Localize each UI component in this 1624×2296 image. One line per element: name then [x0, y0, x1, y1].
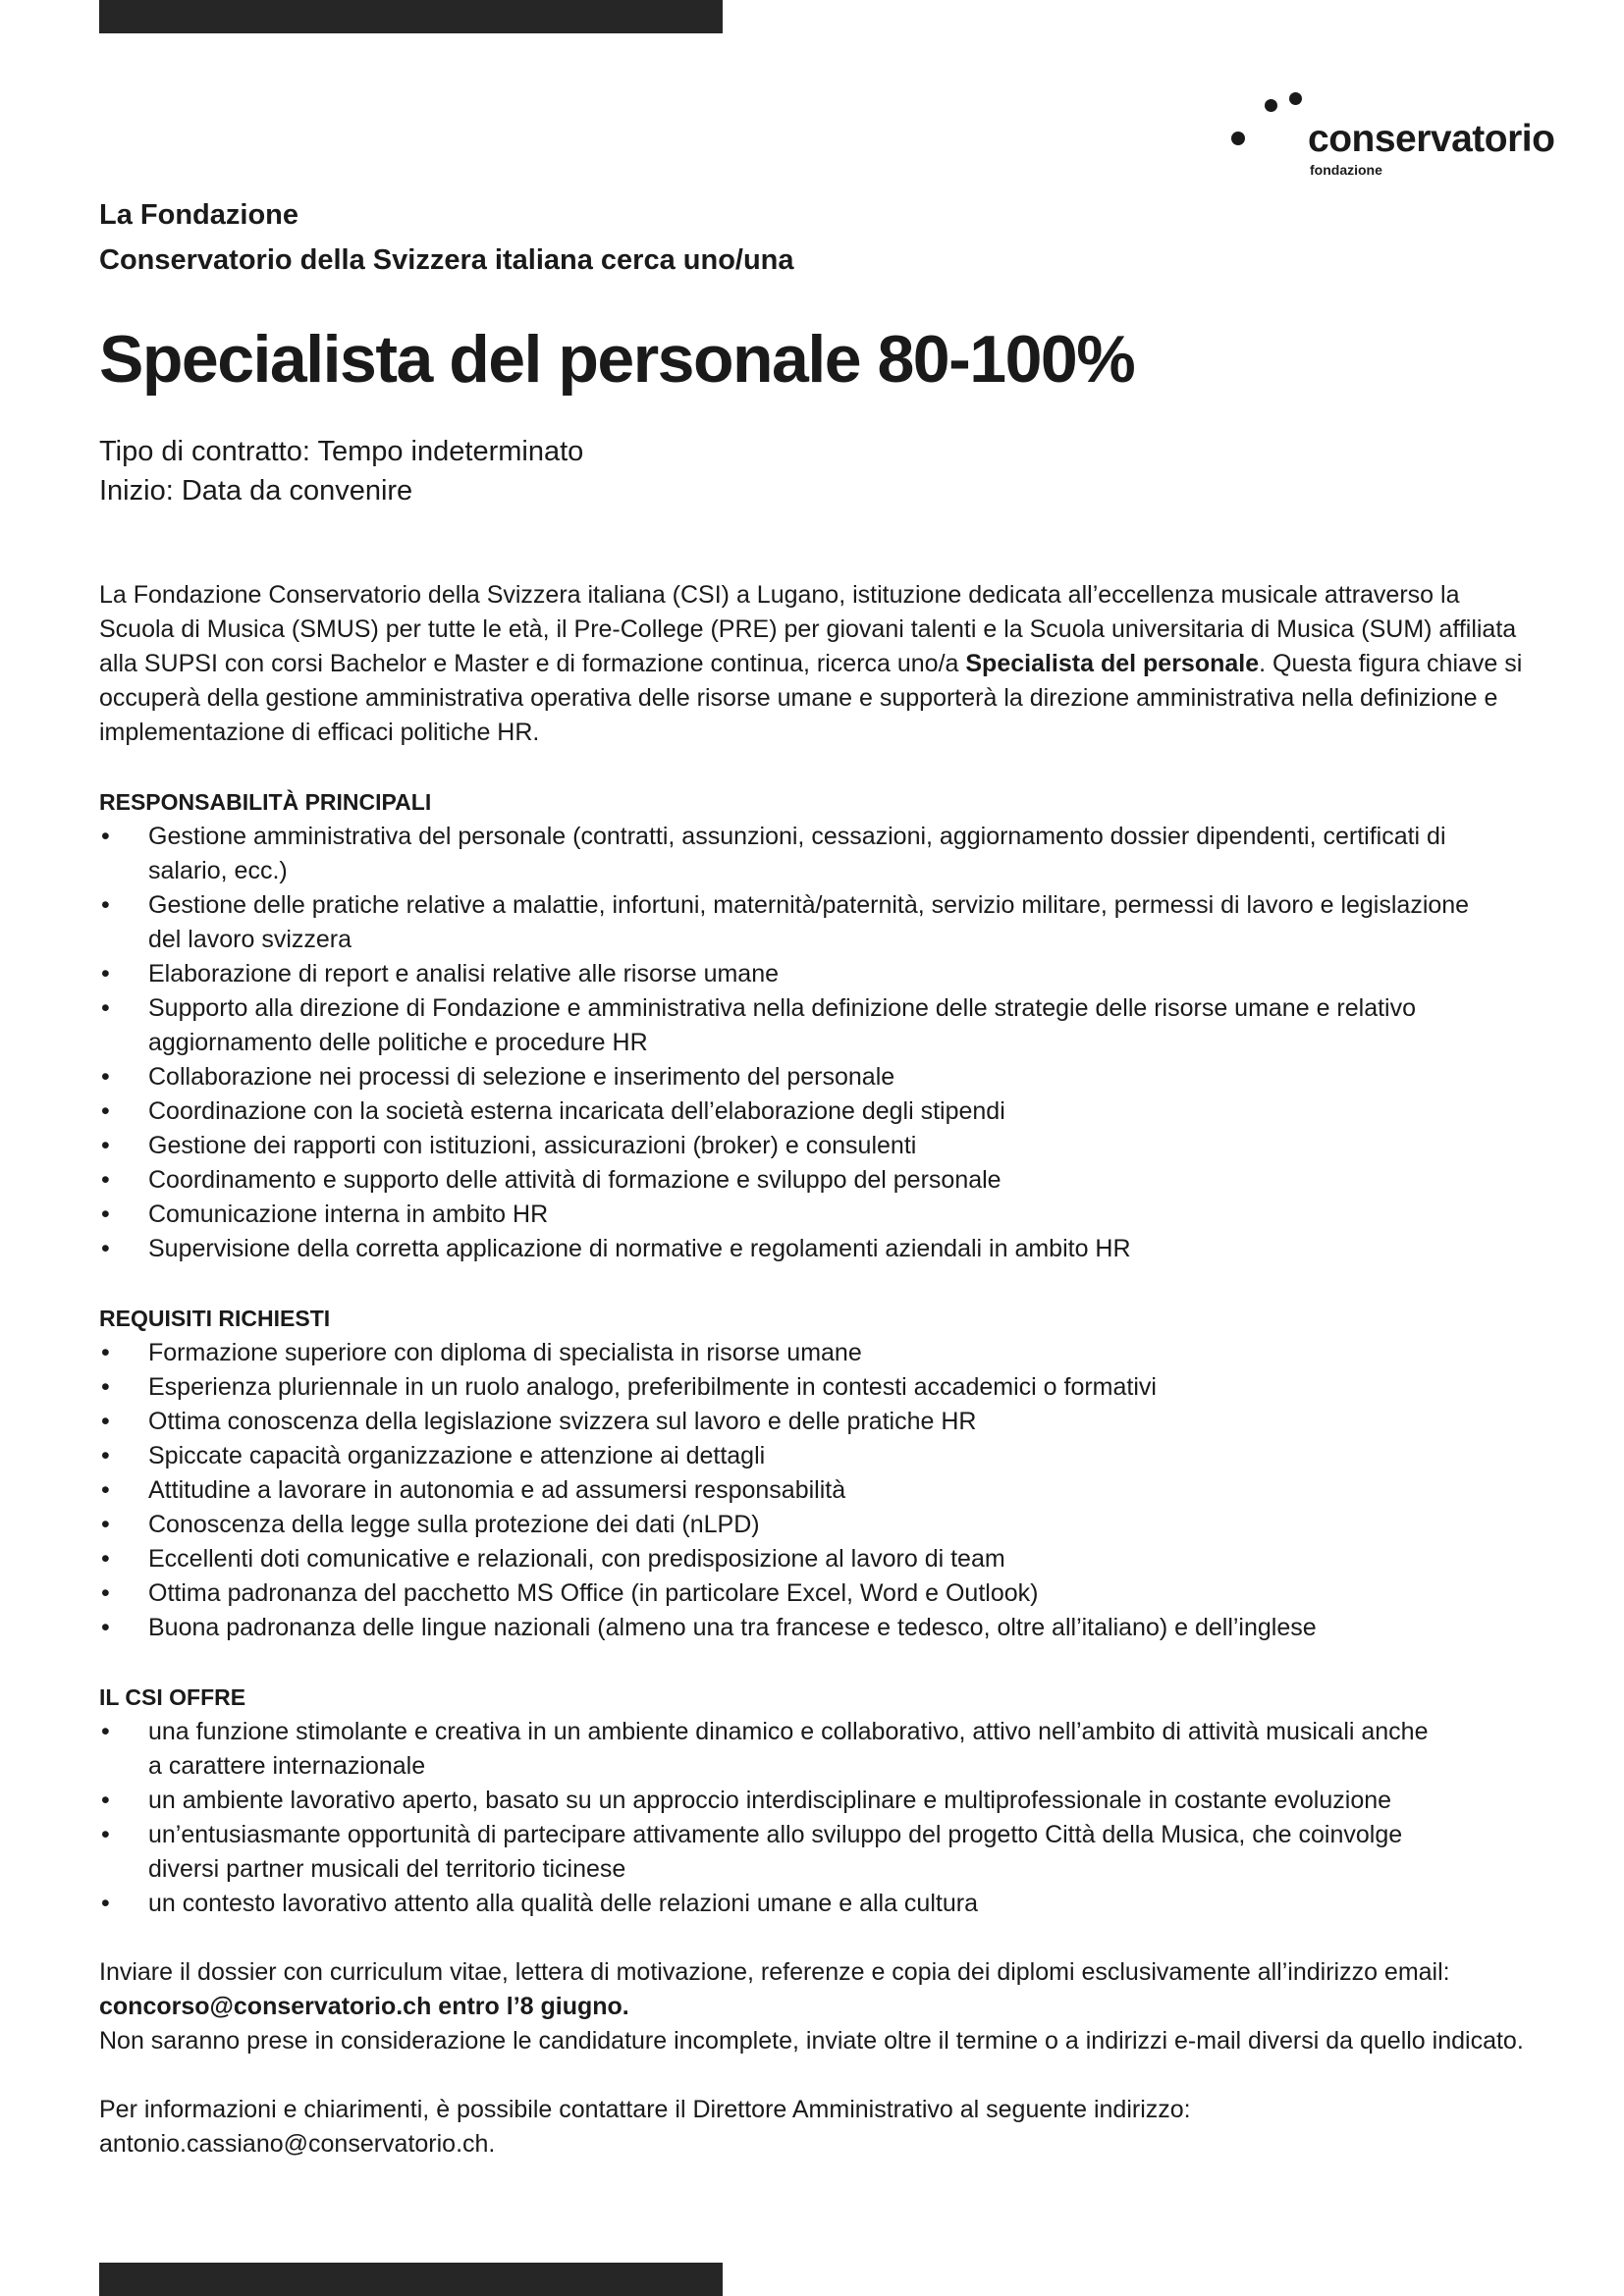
list-item-text: Elaborazione di report e analisi relative alle risorse umane	[148, 960, 780, 988]
bullet-icon: •	[101, 1166, 110, 1194]
bullet-icon: •	[101, 1339, 110, 1366]
bullet-icon: •	[101, 1614, 110, 1641]
info-line: Per informazioni e chiarimenti, è possibile contattare il Direttore Amministrativo al seguente indirizzo:	[99, 2096, 1191, 2123]
bullet-icon: •	[101, 823, 110, 850]
list-item-text: Eccellenti doti comunicative e relazionali, con predisposizione al lavoro di team	[148, 1545, 1005, 1573]
description-line: occuperà della gestione amministrativa operativa delle risorse umane e supporterà la direzione amministrativa nella definizione e	[99, 684, 1498, 712]
list-item	[99, 991, 1533, 1060]
list-item-text: Supporto alla direzione di Fondazione e amministrativa nella definizione delle strategie delle risorse umane e relativo	[148, 994, 1417, 1022]
list-item	[99, 1232, 1533, 1266]
list-item-text: Gestione amministrativa del personale (contratti, assunzioni, cessazioni, aggiornamento dossier dipendenti, certificati di	[148, 823, 1446, 850]
bullet-icon: •	[101, 891, 110, 919]
job-meta	[99, 432, 1533, 510]
logo-dot-icon	[1231, 132, 1245, 145]
list-item	[99, 957, 1533, 991]
bullet-icon: •	[101, 1545, 110, 1573]
list-item-text: Attitudine a lavorare in autonomia e ad assumersi responsabilità	[148, 1476, 846, 1504]
list-item	[99, 1887, 1533, 1921]
responsibilities-section	[99, 784, 1533, 1266]
bullet-icon: •	[101, 1373, 110, 1401]
description-line: alla SUPSI con corsi Bachelor e Master e di formazione continua, ricerca uno/a Specialista del personale. Questa figura chiave si	[99, 650, 1523, 677]
bullet-icon: •	[101, 1235, 110, 1262]
logo-dot-icon	[1289, 92, 1302, 105]
list-item-text: salario, ecc.)	[148, 857, 288, 884]
bullet-icon: •	[101, 1476, 110, 1504]
logo-subtitle: fondazione	[1310, 162, 1382, 178]
list-item-text: Ottima padronanza del pacchetto MS Office (in particolare Excel, Word e Outlook)	[148, 1579, 1039, 1607]
list-item	[99, 1370, 1533, 1405]
bullet-icon: •	[101, 1097, 110, 1125]
list-item-text: aggiornamento delle politiche e procedure HR	[148, 1029, 648, 1056]
description-line: implementazione di efficaci politiche HR.	[99, 719, 540, 746]
contract-type: Tipo di contratto: Tempo indeterminato	[99, 436, 584, 467]
list-item-text: Conoscenza della legge sulla protezione dei dati (nLPD)	[148, 1511, 760, 1538]
list-item	[99, 1060, 1533, 1095]
list-item-text: del lavoro svizzera	[148, 926, 352, 953]
job-title-inline: Specialista del personale	[965, 650, 1260, 677]
list-item	[99, 1576, 1533, 1611]
list-item	[99, 1784, 1533, 1818]
job-description	[99, 578, 1533, 750]
job-title: Specialista del personale 80-100%	[99, 322, 1135, 397]
bullet-icon: •	[101, 1408, 110, 1435]
bullet-icon: •	[101, 1718, 110, 1745]
bullet-icon: •	[101, 1821, 110, 1848]
list-item-text: Buona padronanza delle lingue nazionali (almeno una tra francese e tedesco, oltre all’italiano) e dell’inglese	[148, 1614, 1317, 1641]
offer-section	[99, 1680, 1533, 1921]
list-item-text: a carattere internazionale	[148, 1752, 426, 1780]
list-item-text: Formazione superiore con diploma di specialista in risorse umane	[148, 1339, 862, 1366]
logo-dot-icon	[1265, 99, 1277, 112]
bullet-icon: •	[101, 1063, 110, 1091]
application-email-deadline[interactable]: concorso@conservatorio.ch entro l’8 giugno.	[99, 1993, 629, 2020]
list-item	[99, 1198, 1533, 1232]
list-item-text: Coordinamento e supporto delle attività di formazione e sviluppo del personale	[148, 1166, 1001, 1194]
list-item	[99, 888, 1533, 957]
requirements-heading: REQUISITI RICHIESTI	[99, 1306, 331, 1331]
list-item	[99, 1405, 1533, 1439]
offer-list	[99, 1715, 1533, 1921]
start-date: Inizio: Data da convenire	[99, 475, 413, 507]
top-decorative-bar	[99, 0, 723, 33]
bullet-icon: •	[101, 1890, 110, 1917]
contact-info	[99, 2093, 1533, 2162]
list-item	[99, 1611, 1533, 1645]
bullet-icon: •	[101, 1787, 110, 1814]
requirements-list	[99, 1336, 1533, 1645]
header-line-1: La Fondazione	[99, 199, 298, 231]
list-item-text: Comunicazione interna in ambito HR	[148, 1201, 549, 1228]
bullet-icon: •	[101, 1442, 110, 1469]
list-item	[99, 1818, 1533, 1887]
requirements-section	[99, 1301, 1533, 1645]
document-body	[99, 192, 1533, 2162]
list-item-text: Gestione dei rapporti con istituzioni, assicurazioni (broker) e consulenti	[148, 1132, 917, 1159]
responsibilities-heading: RESPONSABILITÀ PRINCIPALI	[99, 789, 432, 815]
list-item	[99, 1508, 1533, 1542]
list-item-text: un contesto lavorativo attento alla qualità delle relazioni umane e alla cultura	[148, 1890, 978, 1917]
list-item	[99, 820, 1533, 888]
description-line: La Fondazione Conservatorio della Svizzera italiana (CSI) a Lugano, istituzione dedicata all’eccellenza musicale attraverso la	[99, 581, 1460, 609]
list-item-text: diversi partner musicali del territorio ticinese	[148, 1855, 626, 1883]
bullet-icon: •	[101, 960, 110, 988]
list-item	[99, 1129, 1533, 1163]
list-item-text: Gestione delle pratiche relative a malattie, infortuni, maternità/paternità, servizio militare, permessi di lavoro e legislazione	[148, 891, 1470, 919]
list-item	[99, 1715, 1533, 1784]
logo-name: conservatorio	[1308, 118, 1555, 160]
list-item-text: Ottima conoscenza della legislazione svizzera sul lavoro e delle pratiche HR	[148, 1408, 977, 1435]
list-item-text: Coordinazione con la società esterna incaricata dell’elaborazione degli stipendi	[148, 1097, 1005, 1125]
list-item-text: un’entusiasmante opportunità di partecipare attivamente allo sviluppo del progetto Città della Musica, che coinvolge	[148, 1821, 1403, 1848]
bottom-decorative-bar	[99, 2263, 723, 2296]
list-item	[99, 1439, 1533, 1473]
header-line-2: Conservatorio della Svizzera italiana cerca uno/una	[99, 244, 794, 276]
bullet-icon: •	[101, 1201, 110, 1228]
list-item-text: Collaborazione nei processi di selezione e inserimento del personale	[148, 1063, 895, 1091]
bullet-icon: •	[101, 1132, 110, 1159]
list-item-text: una funzione stimolante e creativa in un ambiente dinamico e collaborativo, attivo nell’ambito di attività musicali anche	[148, 1718, 1429, 1745]
director-email[interactable]: antonio.cassiano@conservatorio.ch.	[99, 2130, 496, 2158]
list-item-text: Supervisione della corretta applicazione di normative e regolamenti aziendali in ambito HR	[148, 1235, 1131, 1262]
bullet-icon: •	[101, 994, 110, 1022]
description-line: Scuola di Musica (SMUS) per tutte le età, il Pre-College (PRE) per giovani talenti e la Scuola universitaria di Musica (SUM) affiliata	[99, 615, 1517, 643]
list-item	[99, 1473, 1533, 1508]
list-item-text: Esperienza pluriennale in un ruolo analogo, preferibilmente in contesti accademici o formativi	[148, 1373, 1157, 1401]
list-item	[99, 1163, 1533, 1198]
responsibilities-list	[99, 820, 1533, 1266]
bullet-icon: •	[101, 1579, 110, 1607]
list-item	[99, 1336, 1533, 1370]
conservatorio-logo	[1227, 86, 1555, 180]
application-instructions	[99, 1955, 1533, 2058]
bullet-icon: •	[101, 1511, 110, 1538]
list-item	[99, 1542, 1533, 1576]
list-item	[99, 1095, 1533, 1129]
list-item-text: Spiccate capacità organizzazione e attenzione ai dettagli	[148, 1442, 766, 1469]
offer-heading: IL CSI OFFRE	[99, 1684, 246, 1710]
application-line: Inviare il dossier con curriculum vitae, lettera di motivazione, referenze e copia dei diplomi esclusivamente all’indirizzo email:	[99, 1958, 1450, 1986]
list-item-text: un ambiente lavorativo aperto, basato su un approccio interdisciplinare e multiprofessionale in costante evoluzione	[148, 1787, 1392, 1814]
application-line: Non saranno prese in considerazione le candidature incomplete, inviate oltre il termine o a indirizzi e-mail diversi da quello indicato.	[99, 2027, 1524, 2055]
